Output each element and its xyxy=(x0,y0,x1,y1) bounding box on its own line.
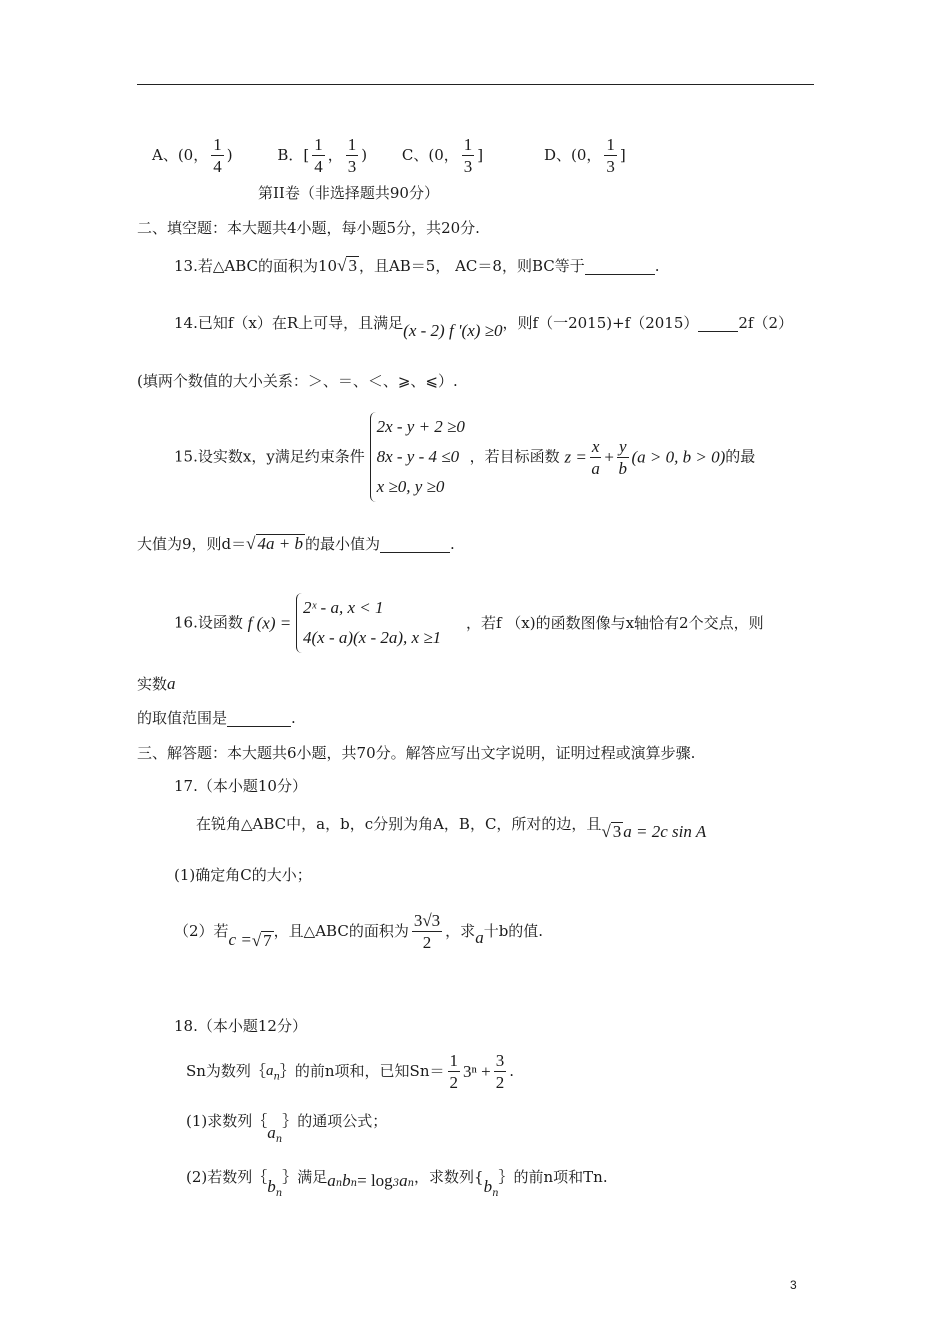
answer-blank xyxy=(698,316,738,332)
question-17-title: 17.（本小题10分） xyxy=(174,777,307,795)
question-18-part1: (1)求数列$\{a_n\}$的通项公式； xyxy=(186,1112,388,1145)
answer-blank xyxy=(585,259,655,275)
choice-a: A、(0， $\frac{1}{4}$ ) xyxy=(152,135,233,176)
fraction: $\frac{1}{3}$ xyxy=(347,135,357,176)
page-number: 3 xyxy=(790,1278,797,1292)
choice-d: D、(0， $\frac{1}{3}$ ] xyxy=(543,135,626,176)
fraction: $\frac{1}{2}$ xyxy=(449,1051,458,1092)
fraction: $\frac{3√3}{2}$ xyxy=(413,911,441,952)
answer-blank xyxy=(227,711,291,727)
question-17-stem: 在锐角△ABC中，a，b，c分别为角A，B，C，所对的边，且√ 3 a = 2c sin A xyxy=(196,815,707,841)
section2-title: 二、填空题：本大题共4小题，每小题5分，共20分. xyxy=(137,219,480,237)
piecewise-function: 2ˣ - a, x < 1 4(x - a)(x - 2a), x ≥1 xyxy=(296,593,441,653)
question-13: 13.若△ABC的面积为10√ 3 ，且AB＝5， AC＝8，则BC等于 . xyxy=(174,256,660,275)
header-rule xyxy=(137,84,814,85)
fraction: $\frac{3}{2}$ xyxy=(495,1051,505,1092)
question-15-line2: 大值为9，则d＝√ 4a + b 的最小值为 . xyxy=(137,534,455,553)
question-16: 16.设函数 f (x) = 2ˣ - a, x < 1 4(x - a)(x - 2a), x ≥1 ，若f （x)的函数图像与x轴恰有2个交点，则 xyxy=(174,593,764,653)
question-14-note: (填两个数值的大小关系：＞、＝、＜、⩾、⩽）. xyxy=(137,372,458,390)
question-17-part1: (1)确定角C的大小； xyxy=(174,866,312,884)
question-18-stem: Sn为数列$\{a_n\}$的前n项和，已知Sn＝ $\frac{1}{2}$ 3ⁿ + $\frac{3}{2}$ . xyxy=(186,1051,514,1092)
question-14: 14.已知f（x）在R上可导，且满足(x - 2) f '(x) ≥0，则f（一2015)+f（2015） 2f（2） xyxy=(174,314,794,340)
fraction: $\frac{1}{4}$ xyxy=(213,135,222,176)
question-15: 15.设实数x，y满足约束条件 2x - y + 2 ≥0 8x - y - 4 ≤0 x ≥0, y ≥0 ，若目标函数 z = $\frac{x}{a}$ + $\frac{y}{b}$ (a > 0, b > 0)的最 xyxy=(174,412,755,502)
fraction: $\frac{y}{b}$ xyxy=(618,436,627,478)
fraction: $\frac{x}{a}$ xyxy=(591,436,600,478)
answer-blank xyxy=(380,537,450,553)
answer-choices xyxy=(152,136,626,175)
section3-title: 三、解答题：本大题共6小题，共70分。解答应写出文字说明，证明过程或演算步骤. xyxy=(137,744,696,762)
part2-heading: 第II卷（非选择题共90分） xyxy=(258,184,439,202)
question-17-part2: （2）若c =√ 7 ，且△ABC的面积为 $\frac{3√3}{2}$ ，求a十b的值. xyxy=(174,911,544,952)
question-18-part2: (2)若数列$\{b_n\}$满足$a_nb_n= \log_3a_n$，求数列{$b_n\}$的前n项和Tn. xyxy=(186,1168,608,1199)
choice-c: C、(0， $\frac{1}{3}$ ] xyxy=(401,135,484,176)
choice-b: B．[ $\frac{1}{4}$ ， $\frac{1}{3}$ ) xyxy=(277,135,368,176)
fraction: $\frac{1}{4}$ xyxy=(314,135,323,176)
question-16-line2: 实数a xyxy=(137,674,176,693)
question-16-line3: 的取值范围是 . xyxy=(137,709,296,727)
fraction: $\frac{1}{3}$ xyxy=(463,135,473,176)
question-18-title: 18.（本小题12分） xyxy=(174,1017,307,1035)
fraction: $\frac{1}{3}$ xyxy=(606,135,615,176)
constraint-system: 2x - y + 2 ≥0 8x - y - 4 ≤0 x ≥0, y ≥0 xyxy=(370,412,465,502)
